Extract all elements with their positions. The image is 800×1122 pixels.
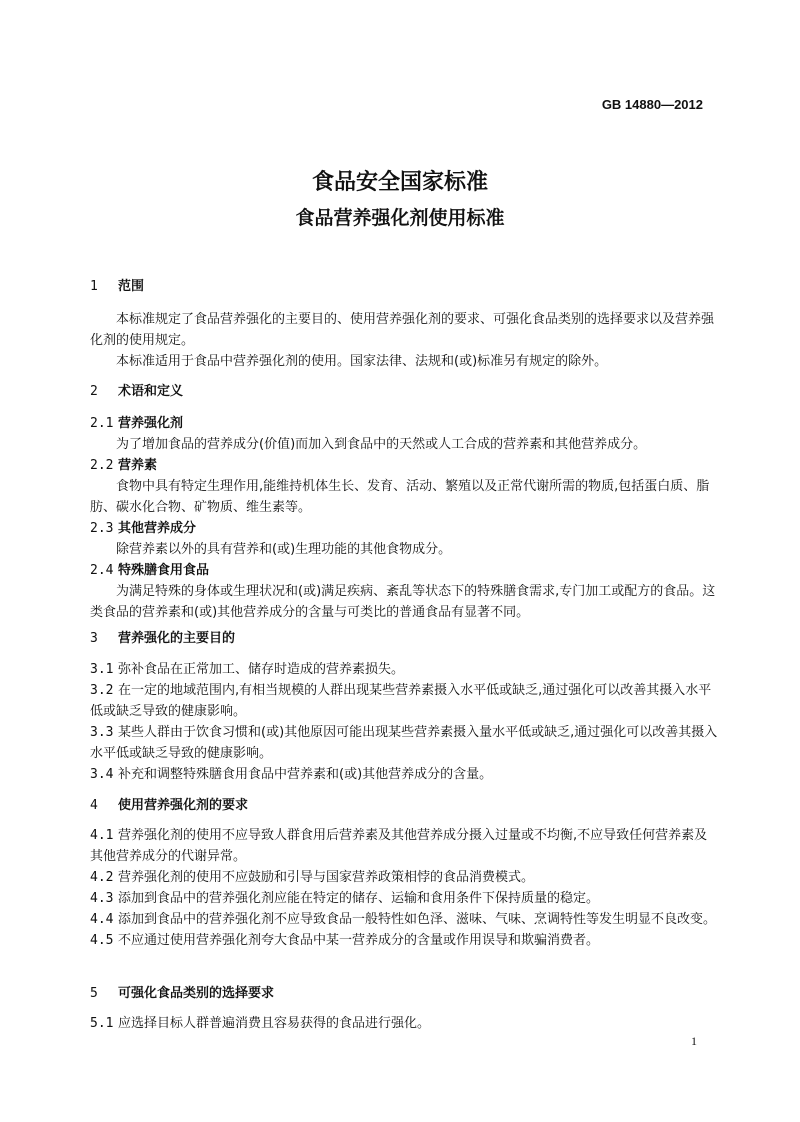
clause-text: 在一定的地域范围内,有相当规模的人群出现某些营养素摄入水平低或缺乏,通过强化可以改善其摄入水平低或缺乏导致的健康影响。	[90, 683, 712, 719]
clause	[90, 659, 720, 680]
clause-number: 2.2	[90, 458, 114, 473]
section-heading	[90, 795, 720, 816]
clause-text: 为了增加食品的营养成分(价值)而加入到食品中的天然或人工合成的营养素和其他营养成分。	[116, 437, 647, 452]
clause-number: 2.3	[90, 521, 114, 536]
clause-text: 食物中具有特定生理作用,能维持机体生长、发育、活动、繁殖以及正常代谢所需的物质,包括蛋白质、脂肪、碳水化合物、矿物质、维生素等。	[90, 479, 710, 515]
section-title: 可强化食品类别的选择要求	[118, 986, 275, 1001]
clause-text: 某些人群由于饮食习惯和(或)其他原因可能出现某些营养素摄入量水平低或缺乏,通过强化可以改善其摄入水平低或缺乏导致的健康影响。	[90, 725, 718, 761]
section-number: 4	[90, 798, 98, 813]
clause-number: 4.5	[90, 933, 114, 948]
section-title: 使用营养强化剂的要求	[118, 798, 249, 813]
section-4	[90, 795, 720, 816]
clause-number: 3.4	[90, 767, 114, 782]
section-3	[90, 628, 720, 649]
clause	[90, 1013, 720, 1034]
clause-text: 添加到食品中的营养强化剂应能在特定的储存、运输和食用条件下保持质量的稳定。	[118, 891, 600, 906]
paragraph: 本标准适用于食品中营养强化剂的使用。国家法律、法规和(或)标准另有规定的除外。	[116, 354, 608, 369]
page-title: 食品安全国家标准	[311, 170, 488, 195]
section-number: 5	[90, 986, 98, 1001]
section-title: 术语和定义	[118, 384, 184, 399]
page-subtitle: 食品营养强化剂使用标准	[295, 207, 505, 229]
clause-text: 除营养素以外的具有营养和(或)生理功能的其他食物成分。	[116, 542, 452, 557]
clause	[90, 909, 720, 930]
clause-number: 2.4	[90, 563, 114, 578]
clause-number: 3.2	[90, 683, 114, 698]
page-number: 1	[691, 1034, 697, 1048]
section-2	[90, 381, 720, 402]
clause-number: 4.4	[90, 912, 114, 927]
clause-term: 特殊膳食用食品	[118, 563, 210, 578]
section-3-body	[90, 659, 720, 785]
section-heading	[90, 276, 720, 297]
clause-heading	[90, 455, 720, 476]
clause-heading	[90, 518, 720, 539]
clause	[90, 764, 720, 785]
clause	[90, 867, 720, 888]
clause	[90, 930, 720, 951]
clause-number: 2.1	[90, 416, 114, 431]
clause-number: 3.3	[90, 725, 114, 740]
clause-term: 其他营养成分	[118, 521, 197, 536]
section-2-body	[90, 413, 720, 623]
section-1-body	[90, 309, 720, 372]
clause-number: 5.1	[90, 1016, 114, 1031]
section-heading	[90, 381, 720, 402]
section-5	[90, 983, 720, 1004]
section-heading	[90, 983, 720, 1004]
section-number: 2	[90, 384, 98, 399]
clause-number: 3.1	[90, 662, 114, 677]
clause-text: 补充和调整特殊膳食用食品中营养素和(或)其他营养成分的含量。	[118, 767, 493, 782]
clause	[90, 722, 720, 764]
section-4-body	[90, 825, 720, 951]
standard-code: GB 14880—2012	[601, 97, 703, 112]
clause-number: 4.3	[90, 891, 114, 906]
section-heading	[90, 628, 720, 649]
section-1	[90, 276, 720, 297]
clause-heading	[90, 413, 720, 434]
clause-number: 4.1	[90, 828, 114, 843]
section-5-body	[90, 1013, 720, 1034]
section-number: 3	[90, 631, 98, 646]
clause-term: 营养素	[118, 458, 158, 473]
clause	[90, 888, 720, 909]
clause-text: 添加到食品中的营养强化剂不应导致食品一般特性如色泽、滋味、气味、烹调特性等发生明显不良改变。	[118, 912, 717, 927]
clause-text: 营养强化剂的使用不应导致人群食用后营养素及其他营养成分摄入过量或不均衡,不应导致任何营养素及其他营养成分的代谢异常。	[90, 828, 708, 864]
clause-text: 应选择目标人群普遍消费且容易获得的食品进行强化。	[118, 1016, 431, 1031]
clause-text: 营养强化剂的使用不应鼓励和引导与国家营养政策相悖的食品消费模式。	[118, 870, 535, 885]
paragraph: 本标准规定了食品营养强化的主要目的、使用营养强化剂的要求、可强化食品类别的选择要求以及营养强化剂的使用规定。	[90, 312, 715, 348]
clause-text: 为满足特殊的身体或生理状况和(或)满足疾病、紊乱等状态下的特殊膳食需求,专门加工或配方的食品。这类食品的营养素和(或)其他营养成分的含量与可类比的普通食品有显著不同。	[90, 584, 716, 620]
clause	[90, 680, 720, 722]
clause-text: 弥补食品在正常加工、储存时造成的营养素损失。	[118, 662, 405, 677]
clause-number: 4.2	[90, 870, 114, 885]
section-title: 营养强化的主要目的	[118, 631, 236, 646]
clause-term: 营养强化剂	[118, 416, 184, 431]
clause	[90, 825, 720, 867]
clause-text: 不应通过使用营养强化剂夸大食品中某一营养成分的含量或作用误导和欺骗消费者。	[118, 933, 600, 948]
section-number: 1	[90, 279, 98, 294]
clause-heading	[90, 560, 720, 581]
section-title: 范围	[118, 279, 145, 294]
